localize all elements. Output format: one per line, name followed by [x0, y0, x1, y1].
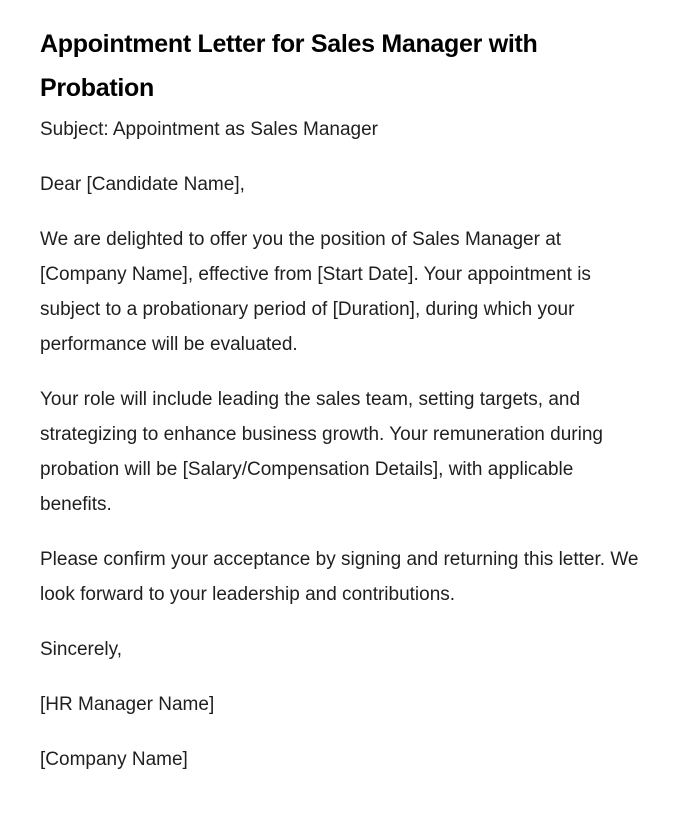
- greeting: Dear [Candidate Name],: [40, 174, 245, 195]
- company-name: [Company Name]: [40, 749, 188, 770]
- subject-line: Subject: Appointment as Sales Manager: [40, 119, 378, 140]
- closing: Sincerely,: [40, 639, 123, 660]
- body-paragraph-confirmation: Please confirm your acceptance by signing and returning this letter. We look forward to your leadership and contributions.: [40, 549, 639, 605]
- body-paragraph-role: Your role will include leading the sales team, setting targets, and strategizing to enhance business growth. Your remuneration during probation will be [Salary/Compensation Details], with applicable benefits.: [40, 389, 603, 515]
- document-title: Appointment Letter for Sales Manager with Probation: [40, 30, 538, 102]
- body-paragraph-offer: We are delighted to offer you the position of Sales Manager at [Company Name], effective from [Start Date]. Your appointment is subject to a probationary period of [Duration], during which your performance will be evaluated.: [40, 229, 591, 355]
- signatory-name: [HR Manager Name]: [40, 694, 215, 715]
